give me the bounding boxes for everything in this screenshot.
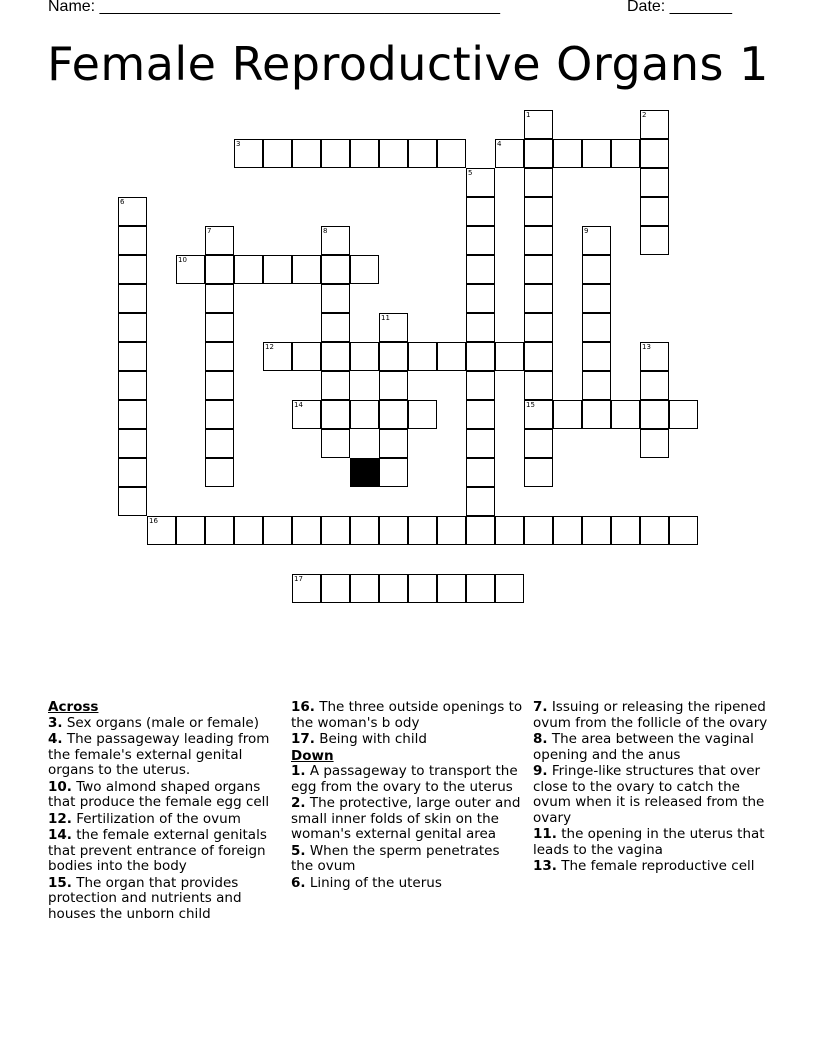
grid-cell[interactable] <box>640 139 669 168</box>
clue-number: 5 <box>468 169 473 177</box>
grid-cell[interactable] <box>582 226 611 255</box>
name-field: Name: _____________________________________________ <box>48 0 500 15</box>
clue-number: 10 <box>178 256 187 264</box>
clue-number: 8 <box>323 227 328 235</box>
grid-cell[interactable] <box>408 516 437 545</box>
down-clue <box>291 796 523 843</box>
grid-cell[interactable] <box>379 313 408 342</box>
clue-text: Lining of the uterus <box>309 874 442 891</box>
across-clue <box>48 732 280 779</box>
grid-cell[interactable] <box>118 197 147 226</box>
grid-cell[interactable] <box>582 284 611 313</box>
clue-text: The area between the vaginal opening and the anus <box>533 731 754 763</box>
across-clue <box>291 732 523 748</box>
grid-cell[interactable] <box>205 342 234 371</box>
grid-cell[interactable] <box>466 487 495 516</box>
clue-number: 14 <box>294 401 303 409</box>
grid-cell[interactable] <box>524 429 553 458</box>
grid-cell[interactable] <box>553 400 582 429</box>
grid-cell[interactable] <box>292 255 321 284</box>
grid-cell[interactable] <box>321 429 350 458</box>
clue-number: 4 <box>497 140 502 148</box>
grid-cell[interactable] <box>524 110 553 139</box>
clue-column-2 <box>291 700 523 892</box>
down-clue <box>291 764 523 795</box>
grid-cell[interactable] <box>321 400 350 429</box>
grid-cell[interactable] <box>640 197 669 226</box>
grid-cell[interactable] <box>495 574 524 603</box>
grid-cell[interactable] <box>640 400 669 429</box>
grid-cell[interactable] <box>582 516 611 545</box>
grid-cell[interactable] <box>379 139 408 168</box>
grid-cell[interactable] <box>408 574 437 603</box>
clue-text: A passageway to transport the egg from the ovary to the uterus <box>291 763 518 795</box>
grid-cell[interactable] <box>379 458 408 487</box>
grid-cell[interactable] <box>118 226 147 255</box>
grid-cell[interactable] <box>321 284 350 313</box>
across-clue <box>48 876 280 923</box>
grid-cell[interactable] <box>669 516 698 545</box>
grid-cell[interactable] <box>524 139 553 168</box>
grid-cell[interactable] <box>437 342 466 371</box>
grid-cell[interactable] <box>524 313 553 342</box>
clue-number: 13 <box>642 343 651 351</box>
clue-number: 3 <box>236 140 241 148</box>
down-clue <box>533 732 773 763</box>
grid-cell[interactable] <box>640 168 669 197</box>
clue-number: 15 <box>526 401 535 409</box>
clue-text: The organ that provides protection and nutrients and houses the unborn child <box>48 874 242 922</box>
grid-cell[interactable] <box>466 313 495 342</box>
grid-cell[interactable] <box>379 574 408 603</box>
clue-number: 2. <box>291 795 306 811</box>
grid-cell[interactable] <box>408 139 437 168</box>
down-clue <box>533 700 773 731</box>
grid-cell[interactable] <box>205 458 234 487</box>
grid-cell[interactable] <box>292 342 321 371</box>
clue-text: Being with child <box>319 731 427 747</box>
grid-cell[interactable] <box>582 139 611 168</box>
grid-cell[interactable] <box>263 139 292 168</box>
grid-cell[interactable] <box>321 342 350 371</box>
grid-cell[interactable] <box>205 516 234 545</box>
clue-number: 6 <box>120 198 125 206</box>
clue-number: 5. <box>291 842 306 859</box>
grid-cell[interactable] <box>640 429 669 458</box>
clue-number: 10. <box>48 778 72 795</box>
grid-cell[interactable] <box>379 429 408 458</box>
clue-column-1 <box>48 700 280 923</box>
date-field: Date: _______ <box>627 0 732 15</box>
grid-cell[interactable] <box>466 226 495 255</box>
grid-cell[interactable] <box>205 400 234 429</box>
across-clue <box>48 812 280 828</box>
grid-cell[interactable] <box>234 516 263 545</box>
grid-cell[interactable] <box>408 342 437 371</box>
grid-cell[interactable] <box>495 516 524 545</box>
grid-cell[interactable] <box>176 255 205 284</box>
grid-cell[interactable] <box>640 110 669 139</box>
clue-number: 9. <box>533 763 548 779</box>
grid-cell[interactable] <box>292 574 321 603</box>
grid-cell[interactable] <box>437 516 466 545</box>
grid-cell[interactable] <box>118 429 147 458</box>
grid-cell[interactable] <box>524 400 553 429</box>
grid-cell[interactable] <box>582 342 611 371</box>
clue-number: 6. <box>291 874 306 891</box>
blocked-cell <box>350 458 379 487</box>
grid-cell[interactable] <box>205 313 234 342</box>
grid-cell[interactable] <box>524 197 553 226</box>
grid-cell[interactable] <box>292 139 321 168</box>
grid-cell[interactable] <box>524 168 553 197</box>
grid-cell[interactable] <box>321 313 350 342</box>
grid-cell[interactable] <box>466 284 495 313</box>
down-clue <box>533 859 773 875</box>
clue-number: 1. <box>291 763 306 779</box>
grid-cell[interactable] <box>466 429 495 458</box>
grid-cell[interactable] <box>466 168 495 197</box>
grid-cell[interactable] <box>524 371 553 400</box>
grid-cell[interactable] <box>118 400 147 429</box>
clue-text: Fertilization of the ovum <box>76 810 241 827</box>
across-clue <box>48 828 280 875</box>
grid-cell[interactable] <box>263 255 292 284</box>
grid-cell[interactable] <box>205 284 234 313</box>
grid-cell[interactable] <box>495 139 524 168</box>
clue-number: 11 <box>381 314 390 322</box>
grid-cell[interactable] <box>205 255 234 284</box>
clue-number: 7 <box>207 227 212 235</box>
grid-cell[interactable] <box>408 400 437 429</box>
grid-cell[interactable] <box>350 139 379 168</box>
grid-cell[interactable] <box>205 371 234 400</box>
grid-cell[interactable] <box>466 342 495 371</box>
page-title: Female Reproductive Organs 1 <box>47 37 769 91</box>
clue-column-3 <box>533 700 773 876</box>
clue-number: 17 <box>294 575 303 583</box>
grid-cell[interactable] <box>234 255 263 284</box>
grid-cell[interactable] <box>640 371 669 400</box>
clue-number: 1 <box>526 111 531 119</box>
grid-cell[interactable] <box>350 255 379 284</box>
clue-text: Sex organs (male or female) <box>66 714 259 731</box>
grid-cell[interactable] <box>524 255 553 284</box>
grid-cell[interactable] <box>524 516 553 545</box>
grid-cell[interactable] <box>495 342 524 371</box>
grid-cell[interactable] <box>118 255 147 284</box>
clue-number: 16 <box>149 517 158 525</box>
grid-cell[interactable] <box>466 400 495 429</box>
grid-cell[interactable] <box>263 342 292 371</box>
grid-cell[interactable] <box>118 371 147 400</box>
grid-cell[interactable] <box>669 400 698 429</box>
grid-cell[interactable] <box>292 400 321 429</box>
grid-cell[interactable] <box>582 313 611 342</box>
grid-cell[interactable] <box>234 139 263 168</box>
grid-cell[interactable] <box>205 429 234 458</box>
clue-text: the opening in the uterus that leads to the vagina <box>533 826 765 858</box>
across-heading: Across <box>48 699 99 715</box>
clue-text: the female external genitals that prevent entrance of foreign bodies into the body <box>48 827 267 874</box>
grid-cell[interactable] <box>640 342 669 371</box>
clue-number: 11. <box>533 826 557 842</box>
grid-cell[interactable] <box>350 516 379 545</box>
clue-number: 15. <box>48 874 72 891</box>
clue-text: The three outside openings to the woman's b ody <box>291 699 523 731</box>
grid-cell[interactable] <box>611 516 640 545</box>
grid-cell[interactable] <box>437 574 466 603</box>
clue-number: 3. <box>48 714 63 731</box>
grid-cell[interactable] <box>350 342 379 371</box>
grid-cell[interactable] <box>466 458 495 487</box>
grid-cell[interactable] <box>118 458 147 487</box>
grid-cell[interactable] <box>379 516 408 545</box>
across-clue <box>291 700 523 731</box>
clue-text: The female reproductive cell <box>561 858 755 874</box>
down-clue <box>533 827 773 858</box>
clue-text: Issuing or releasing the ripened ovum from the follicle of the ovary <box>533 699 768 731</box>
grid-cell[interactable] <box>524 342 553 371</box>
down-heading: Down <box>291 747 334 764</box>
grid-cell[interactable] <box>321 139 350 168</box>
grid-cell[interactable] <box>582 371 611 400</box>
grid-cell[interactable] <box>524 284 553 313</box>
grid-cell[interactable] <box>379 342 408 371</box>
clue-text: Two almond shaped organs that produce the female egg cell <box>48 778 270 810</box>
grid-cell[interactable] <box>292 516 321 545</box>
grid-cell[interactable] <box>582 400 611 429</box>
grid-cell[interactable] <box>466 516 495 545</box>
grid-cell[interactable] <box>611 139 640 168</box>
clue-number: 12 <box>265 343 274 351</box>
clue-number: 14. <box>48 827 72 843</box>
clue-number: 13. <box>533 858 557 874</box>
clue-number: 17. <box>291 731 315 747</box>
grid-cell[interactable] <box>640 226 669 255</box>
grid-cell[interactable] <box>611 400 640 429</box>
clue-number: 8. <box>533 731 548 747</box>
grid-cell[interactable] <box>437 139 466 168</box>
grid-cell[interactable] <box>176 516 205 545</box>
clue-number: 2 <box>642 111 647 119</box>
grid-cell[interactable] <box>321 255 350 284</box>
clue-number: 9 <box>584 227 589 235</box>
grid-cell[interactable] <box>321 516 350 545</box>
grid-cell[interactable] <box>321 574 350 603</box>
grid-cell[interactable] <box>553 516 582 545</box>
grid-cell[interactable] <box>553 139 582 168</box>
across-clue <box>48 780 280 811</box>
grid-cell[interactable] <box>640 516 669 545</box>
grid-cell[interactable] <box>466 371 495 400</box>
grid-cell[interactable] <box>350 574 379 603</box>
grid-cell[interactable] <box>524 226 553 255</box>
grid-cell[interactable] <box>118 284 147 313</box>
down-clue <box>291 844 523 875</box>
grid-cell[interactable] <box>118 487 147 516</box>
grid-cell[interactable] <box>321 226 350 255</box>
grid-cell[interactable] <box>466 197 495 226</box>
grid-cell[interactable] <box>118 342 147 371</box>
grid-cell[interactable] <box>350 400 379 429</box>
clue-text: Fringe-like structures that over close to the ovary to catch the ovum when it is released from the ovary <box>533 763 765 826</box>
grid-cell[interactable] <box>524 458 553 487</box>
across-clue <box>48 716 280 732</box>
grid-cell[interactable] <box>379 400 408 429</box>
clue-text: The passageway leading from the female's external genital organs to the uterus. <box>48 731 270 778</box>
clue-number: 7. <box>533 699 548 715</box>
grid-cell[interactable] <box>147 516 176 545</box>
down-clue <box>533 764 773 826</box>
grid-cell[interactable] <box>466 574 495 603</box>
grid-cell[interactable] <box>118 313 147 342</box>
grid-cell[interactable] <box>582 255 611 284</box>
down-clue <box>291 876 523 892</box>
grid-cell[interactable] <box>379 371 408 400</box>
grid-cell[interactable] <box>205 226 234 255</box>
clue-number: 4. <box>48 731 63 747</box>
clue-text: The protective, large outer and small inner folds of skin on the woman's external genital area <box>291 795 521 842</box>
clue-number: 16. <box>291 699 315 715</box>
grid-cell[interactable] <box>466 255 495 284</box>
clue-text: When the sperm penetrates the ovum <box>291 842 500 874</box>
grid-cell[interactable] <box>263 516 292 545</box>
grid-cell[interactable] <box>321 371 350 400</box>
clue-number: 12. <box>48 810 72 827</box>
